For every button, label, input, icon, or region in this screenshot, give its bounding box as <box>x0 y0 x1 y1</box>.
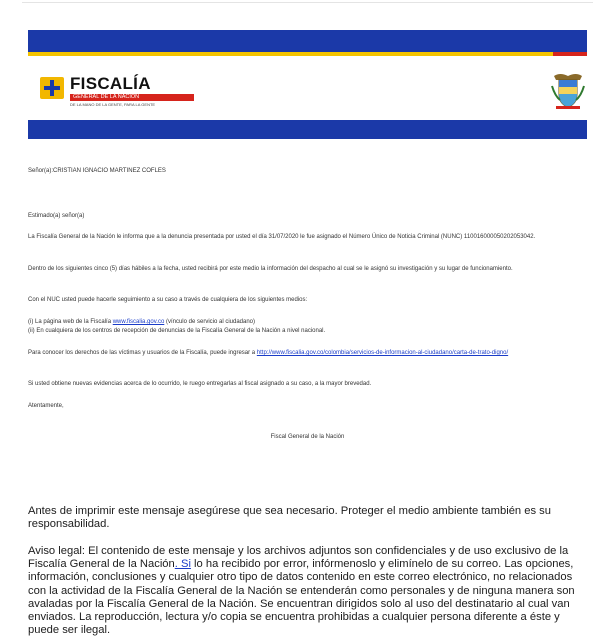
header-blue-band <box>28 30 587 52</box>
tracking-option-centers: (ii) En cualquiera de los centros de recepción de denuncias de la Fiscalía General de la Nación a nivel nacional. <box>28 328 326 334</box>
carta-trato-digno-link[interactable]: http://www.fiscalia.gov.co/colombia/servicios-de-informacion-al-ciudadano/carta-de-trato-digno/ <box>256 350 509 356</box>
recipient-line: Señor(a):CRISTIAN IGNACIO MARTINEZ COFLES <box>28 168 166 174</box>
brand-motto: DE LA MANO DE LA GENTE, PARA LA GENTE <box>70 102 156 107</box>
header-yellow-stripe <box>28 52 587 56</box>
top-divider <box>22 2 593 3</box>
fiscalia-logo <box>40 74 200 108</box>
paragraph-nunc <box>28 233 583 242</box>
brand-subtitle: GENERAL DE LA NACIÓN <box>70 94 194 101</box>
header-blue-footer-band <box>28 120 587 139</box>
brand-name: FISCALÍA <box>70 74 151 93</box>
fiscalia-emblem-icon <box>40 77 64 99</box>
option-web-label: (i) La página web de la Fiscalía <box>28 319 112 325</box>
paragraph-tracking: Con el NUC usted puede hacerle seguimiento a su caso a través de cualquiera de los siguientes medios: <box>28 297 308 303</box>
closing: Atentamente, <box>28 403 64 409</box>
legal-notice-rest: lo ha recibido por error, infórmenoslo y elimínelo de su correo. Las opciones, información, conclusiones y cualquier otro tipo de datos contenido en este correo electrónico, no relacionados con la actividad de la Fiscalía General de la Nación se entenderán como personales y de ninguna manera son avaladas por la Fiscalía General de la Nación. Se encuentran dirigidos solo al uso del destinatario al cual van enviados. La reproducción, lectura y/o copia se encuentra prohibidas a cualquier persona diferente a éste y puede ser ilegal. <box>28 558 575 637</box>
signature: Fiscal General de la Nación <box>270 434 345 440</box>
colombia-coat-of-arms-icon <box>550 70 586 110</box>
tracking-option-web <box>28 318 583 327</box>
fiscalia-website-link[interactable]: www.fiscalia.gov.co <box>112 319 165 325</box>
eco-note: Antes de imprimir este mensaje asegúrese que sea necesario. Proteger el medio ambiente también es su responsabilidad. <box>28 505 551 531</box>
legal-notice-text: Aviso legal: El contenido de este mensaje y los archivos adjuntos son confidenciales y de uso exclusivo de la Fiscalía General de la Nación <box>28 545 569 571</box>
option-web-note: (vínculo de servicio al ciudadano) <box>165 319 256 325</box>
rights-text: Para conocer los derechos de las víctimas y usuarios de la Fiscalía, puede ingresar a <box>28 350 256 356</box>
paragraph-rights <box>28 349 583 358</box>
paragraph-assignment: Dentro de los siguientes cinco (5) días hábiles a la fecha, usted recibirá por este medio la información del despacho al cual se le asignó su investigación y su lugar de funcionamiento. <box>28 266 513 272</box>
legal-notice-link[interactable]: . Si <box>174 558 191 571</box>
nunc-number: 110016000050202053042. <box>463 234 536 240</box>
header-red-stripe <box>553 52 587 56</box>
paragraph-evidence: Si usted obtiene nuevas evidencias acerca de lo ocurrido, le ruego entregarlas al fiscal asignado a su caso, a la mayor brevedad. <box>28 381 372 387</box>
nunc-text: La Fiscalía General de la Nación le informa que a la denuncia presentada por usted el día 31/07/2020 le fue asignado el Número Único de Noticia Criminal (NUNC) <box>28 234 463 240</box>
greeting: Estimado(a) señor(a) <box>28 213 85 219</box>
legal-notice <box>28 545 587 637</box>
